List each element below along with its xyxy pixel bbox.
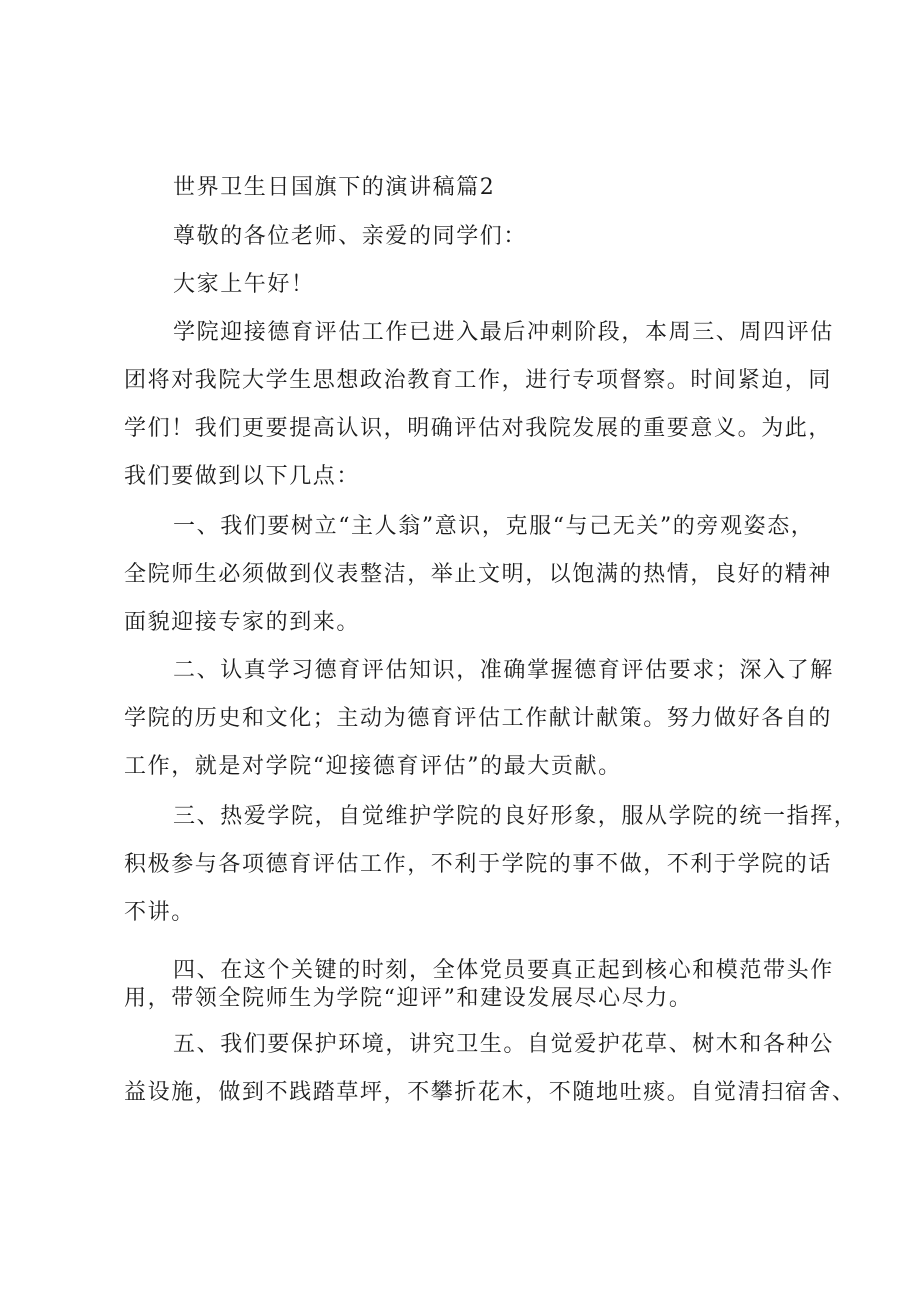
paragraph-4-line-1: 三、热爱学院，自觉维护学院的良好形象，服从学院的统一指挥， [173, 804, 858, 829]
paragraph-4-line-3: 不讲。 [124, 900, 195, 925]
greeting: 大家上午好！ [173, 272, 315, 297]
paragraph-6-line-2: 益设施，做到不践踏草坪，不攀折花木，不随地吐痰。自觉清扫宿舍、 [124, 1080, 856, 1105]
paragraph-3-line-1: 二、认真学习德育评估知识，准确掌握德育评估要求；深入了解 [173, 658, 834, 683]
paragraph-1-line-1: 学院迎接德育评估工作已进入最后冲刺阶段，本周三、周四评估 [173, 320, 834, 345]
document-title: 世界卫生日国旗下的演讲稿篇2 [173, 175, 496, 200]
paragraph-1-line-3: 学们！我们更要提高认识，明确评估对我院发展的重要意义。为此， [124, 416, 833, 441]
paragraph-2-line-2: 全院师生必须做到仪表整洁，举止文明，以饱满的热情，良好的精神 [124, 562, 833, 587]
paragraph-5-line-2: 用，带领全院师生为学院“迎评”和建设发展尽心尽力。 [124, 986, 693, 1011]
paragraph-2-line-3: 面貌迎接专家的到来。 [124, 610, 361, 635]
paragraph-3-line-2: 学院的历史和文化；主动为德育评估工作献计献策。努力做好各自的 [124, 706, 833, 731]
paragraph-6-line-1: 五、我们要保护环境，讲究卫生。自觉爱护花草、树木和各种公 [173, 1032, 834, 1057]
paragraph-1-line-2: 团将对我院大学生思想政治教育工作，进行专项督察。时间紧迫，同 [124, 368, 833, 393]
paragraph-3-line-3: 工作，就是对学院“迎接德育评估”的最大贡献。 [124, 754, 622, 779]
paragraph-5-line-1: 四、在这个关键的时刻，全体党员要真正起到核心和模范带头作 [173, 958, 834, 983]
paragraph-1-line-4: 我们要做到以下几点： [124, 464, 361, 489]
salutation: 尊敬的各位老师、亲爱的同学们： [173, 224, 528, 249]
paragraph-4-line-2: 积极参与各项德育评估工作，不利于学院的事不做，不利于学院的话 [124, 852, 833, 877]
paragraph-2-line-1: 一、我们要树立“主人翁”意识，克服“与己无关”的旁观姿态， [173, 514, 815, 539]
